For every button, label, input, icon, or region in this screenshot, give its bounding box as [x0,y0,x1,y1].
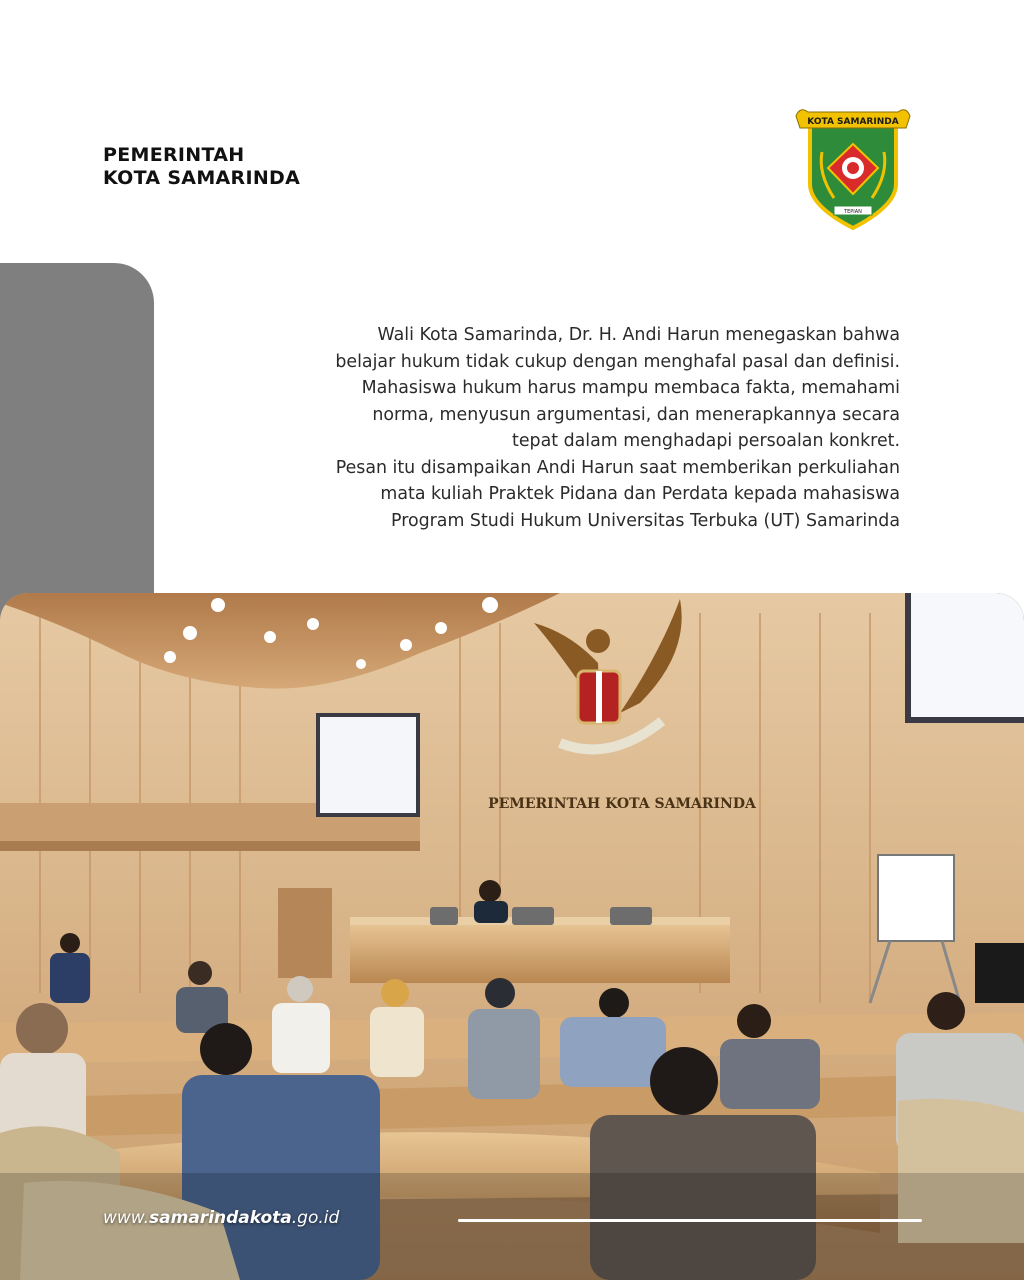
org-title [103,144,300,190]
decorative-side-band [0,263,154,623]
url-prefix: www. [103,1208,150,1228]
footer-divider [458,1219,922,1222]
org-title-line2: KOTA SAMARINDA [103,167,301,189]
article-line: Program Studi Hukum Universitas Terbuka (UT) Samarinda [391,510,900,531]
article-line: Pesan itu disampaikan Andi Harun saat memberikan perkuliahan [335,457,900,478]
article-line: Wali Kota Samarinda, Dr. H. Andi Harun menegaskan bahwa [377,325,900,345]
url-bold: samarindakota [149,1208,292,1228]
website-url[interactable] [103,1208,339,1228]
url-suffix: .go.id [291,1208,340,1228]
org-title-line1: PEMERINTAH [103,144,245,166]
article-line: mata kuliah Praktek Pidana dan Perdata kepada mahasiswa [380,484,900,504]
logo-motto-text: TEPIAN [844,209,862,215]
lecture-hall-photo [0,593,1024,1280]
article-line: belajar hukum tidak cukup dengan menghafal pasal dan definisi. [335,351,900,372]
city-emblem-logo [790,102,916,232]
article-line: norma, menyusun argumentasi, dan menerapkannya secara [372,404,900,425]
article-line: Mahasiswa hukum harus mampu membaca fakta, memahami [361,378,900,398]
article-body [236,322,900,534]
article-line: tepat dalam menghadapi persoalan konkret. [512,431,900,451]
wall-sign: PEMERINTAH KOTA SAMARINDA [488,796,756,812]
logo-banner-text: KOTA SAMARINDA [807,117,899,127]
